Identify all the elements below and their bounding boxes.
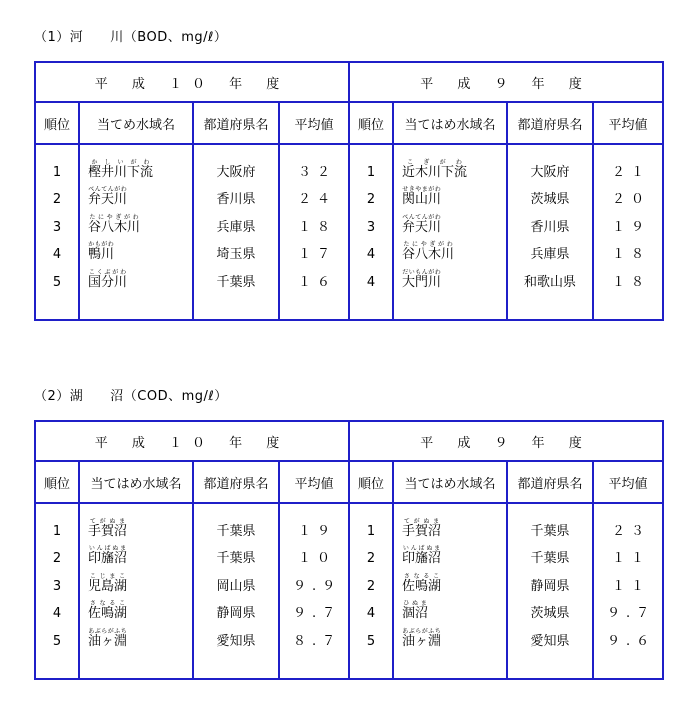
rank-cell [350,153,392,181]
pref-cell [508,236,592,264]
pref-cell [194,512,278,540]
pref-cell [194,153,278,181]
lakes-left-rank-header: 順位 [35,461,79,503]
rank-cell [36,567,78,595]
pref-cell [194,263,278,291]
furigana-reading: いんばぬま [88,545,127,552]
rank-value: 4 [52,247,62,262]
rank-cell [350,567,392,595]
avg-value: ３２ [298,164,337,180]
avg-value: ８.７ [292,633,342,649]
water-body-name: 印旛沼いんばぬま [88,545,128,566]
avg-value: １６ [298,274,337,290]
pref-cell [194,540,278,568]
name-cell [394,181,506,209]
avg-value: １０ [298,551,337,566]
rivers-left-pref-column [193,144,279,320]
furigana-reading: だいもんがわ [402,268,442,276]
rank-value: 2 [52,192,62,207]
lakes-right-avg-header: 平均値 [593,461,663,503]
furigana-reading: あぶらがふち [88,627,128,635]
lakes-right-name-header: 当てはめ水域名 [393,461,507,503]
name-cell [394,540,506,568]
furigana-reading: てがぬま [88,517,128,525]
rank-value: 3 [52,578,62,594]
pref-cell [508,208,592,236]
rivers-left-era-header: 平 成 １０ 年 度 [35,62,349,102]
rivers-right-name-header: 当てはめ水域名 [393,102,507,144]
lakes-right-era-header: 平 成 ９ 年 度 [349,421,663,461]
avg-value: ９.７ [606,606,656,621]
furigana-reading: いんばぬま [402,545,442,552]
lakes-ranking-table [34,420,664,680]
lakes-right-pref-column [507,503,593,679]
water-body-name: 手賀沼てがぬま [402,517,442,539]
rank-value: 2 [366,551,376,566]
water-body-name: 国分川こくぶがわ [88,268,128,290]
avg-cell [280,567,348,595]
pref-cell [508,540,592,568]
avg-cell [280,595,348,623]
name-cell [80,236,192,264]
pref-value: 茨城県 [530,606,570,621]
pref-cell [508,263,592,291]
pref-value: 千葉県 [530,523,570,539]
furigana-reading: たにやぎがわ [88,213,141,221]
lakes-left-rank-column [35,503,79,679]
avg-cell [594,512,662,540]
water-body-name: 弁天川べんてんがわ [402,213,442,235]
avg-cell [280,263,348,291]
lakes-right-rank-column [349,503,393,679]
lakes-left-pref-header: 都道府県名 [193,461,279,503]
rivers-right-name-column [393,144,507,320]
pref-value: 千葉県 [216,523,256,539]
name-cell [394,567,506,595]
avg-cell [594,263,662,291]
rank-value: 4 [366,274,376,290]
rank-cell [36,181,78,209]
rank-cell [36,208,78,236]
avg-value: ９.６ [606,633,656,649]
pref-value: 香川県 [530,219,570,235]
rivers-right-avg-header: 平均値 [593,102,663,144]
rank-value: 4 [366,247,376,262]
pref-value: 愛知県 [216,633,256,649]
avg-cell [594,153,662,181]
avg-cell [594,567,662,595]
rank-value: 1 [52,523,62,539]
pref-cell [194,567,278,595]
furigana-reading: ひぬま [402,600,429,607]
rank-cell [350,540,392,568]
lakes-left-avg-header: 平均値 [279,461,349,503]
avg-cell [280,153,348,181]
name-cell [80,540,192,568]
avg-value: ２０ [612,192,651,207]
pref-value: 岡山県 [216,578,256,594]
water-body-name: 油ヶ淵あぶらがふち [402,627,442,649]
avg-value: １９ [298,523,337,539]
name-cell [80,208,192,236]
name-cell [80,567,192,595]
water-body-name: 油ヶ淵あぶらがふち [88,627,128,649]
avg-cell [594,622,662,650]
pref-value: 愛知県 [530,633,570,649]
rank-cell [36,512,78,540]
avg-value: ２３ [612,523,651,539]
rank-value: 5 [366,633,376,649]
rank-value: 3 [52,219,62,235]
rank-cell [350,622,392,650]
avg-value: １７ [298,247,337,262]
furigana-reading: べんてんがわ [402,213,442,221]
pref-value: 兵庫県 [216,219,256,235]
lakes-left-avg-column [279,503,349,679]
rank-cell [350,181,392,209]
rank-value: 5 [52,633,62,649]
rivers-right-pref-header: 都道府県名 [507,102,593,144]
water-body-name: 関山川せきやまがわ [402,186,442,207]
rank-cell [350,263,392,291]
water-body-name: 涸沼ひぬま [402,600,429,621]
name-cell [394,153,506,181]
rivers-right-pref-column [507,144,593,320]
rank-cell [36,153,78,181]
water-body-name: 谷八木川たにやぎがわ [402,241,455,262]
furigana-reading: あぶらがふち [402,627,442,635]
pref-value: 和歌山県 [524,274,577,290]
pref-cell [194,236,278,264]
water-body-name: 鴨川かもがわ [88,241,115,262]
water-body-name: 印旛沼いんばぬま [402,545,442,566]
pref-cell [194,181,278,209]
pref-cell [508,595,592,623]
name-cell [80,512,192,540]
water-body-name: 弁天川べんてんがわ [88,186,128,207]
rivers-right-rank-column [349,144,393,320]
furigana-reading: こじまこ [88,572,128,580]
furigana-reading: さなるこ [88,600,128,607]
lakes-left-pref-column [193,503,279,679]
furigana-reading: たにやぎがわ [402,241,455,248]
rank-cell [36,622,78,650]
name-cell [80,622,192,650]
avg-cell [594,181,662,209]
lakes-right-pref-header: 都道府県名 [507,461,593,503]
pref-cell [508,153,592,181]
avg-value: １９ [612,219,651,235]
avg-value: １８ [612,274,651,290]
pref-cell [508,512,592,540]
rank-cell [36,236,78,264]
pref-value: 千葉県 [216,274,256,290]
rivers-left-rank-header: 順位 [35,102,79,144]
rank-value: 1 [366,164,376,180]
pref-value: 静岡県 [530,578,570,594]
avg-value: ９.７ [292,606,342,621]
rank-cell [36,263,78,291]
rank-cell [350,512,392,540]
water-body-name: 佐鳴湖さなるこ [88,600,128,621]
avg-value: ９.９ [292,578,342,594]
rivers-ranking-table [34,61,664,321]
name-cell [394,595,506,623]
pref-cell [194,622,278,650]
lakes-right-avg-column [593,503,663,679]
avg-value: １８ [298,219,337,235]
rank-value: 2 [366,192,376,207]
lakes-left-era-header: 平 成 １０ 年 度 [35,421,349,461]
name-cell [394,208,506,236]
rivers-left-rank-column [35,144,79,320]
rivers-left-name-header: 当てめ水域名 [79,102,193,144]
water-body-name: 児島湖こじまこ [88,572,128,594]
avg-value: ２１ [612,164,651,180]
rivers-left-avg-header: 平均値 [279,102,349,144]
rank-value: 5 [52,274,62,290]
pref-cell [194,208,278,236]
avg-value: １１ [612,578,651,594]
name-cell [80,595,192,623]
pref-value: 兵庫県 [530,247,570,262]
pref-value: 茨城県 [530,192,570,207]
avg-cell [280,540,348,568]
rivers-right-rank-header: 順位 [349,102,393,144]
pref-value: 埼玉県 [216,247,256,262]
avg-cell [280,512,348,540]
water-body-name: 谷八木川たにやぎがわ [88,213,141,235]
rank-value: 1 [366,523,376,539]
water-body-name: 佐鳴湖さなるこ [402,572,442,594]
furigana-reading: べんてんがわ [88,186,128,193]
avg-cell [280,181,348,209]
pref-value: 大阪府 [530,164,570,180]
avg-value: １１ [612,551,651,566]
avg-cell [280,208,348,236]
pref-value: 千葉県 [216,551,256,566]
rank-cell [350,208,392,236]
lakes-left-name-column [79,503,193,679]
pref-cell [508,181,592,209]
rank-cell [350,236,392,264]
water-body-name: 近木川下流こぎがわ [402,158,468,180]
name-cell [80,263,192,291]
rank-value: 2 [366,578,376,594]
pref-value: 千葉県 [530,551,570,566]
avg-cell [280,622,348,650]
furigana-reading: こぎがわ [402,158,468,166]
rank-cell [36,540,78,568]
rank-value: 2 [52,551,62,566]
furigana-reading: てがぬま [402,517,442,525]
rivers-right-avg-column [593,144,663,320]
rank-value: 4 [366,606,376,621]
pref-value: 香川県 [216,192,256,207]
lakes-section-title: （2）湖 沼（COD、mg/ℓ） [34,389,228,404]
pref-cell [508,567,592,595]
avg-cell [594,540,662,568]
furigana-reading: せきやまがわ [402,186,442,193]
rank-cell [36,595,78,623]
pref-value: 静岡県 [216,606,256,621]
rank-cell [350,595,392,623]
rivers-left-avg-column [279,144,349,320]
avg-value: １８ [612,247,651,262]
pref-cell [194,595,278,623]
pref-cell [508,622,592,650]
lakes-right-rank-header: 順位 [349,461,393,503]
name-cell [394,236,506,264]
furigana-reading: かしいがわ [88,158,154,166]
rank-value: 1 [52,164,62,180]
name-cell [80,153,192,181]
avg-cell [594,208,662,236]
water-body-name: 大門川だいもんがわ [402,268,442,290]
pref-value: 大阪府 [216,164,256,180]
avg-value: ２４ [298,192,337,207]
water-body-name: 手賀沼てがぬま [88,517,128,539]
rank-value: 4 [52,606,62,621]
furigana-reading: さなるこ [402,572,442,580]
name-cell [394,263,506,291]
furigana-reading: かもがわ [88,241,115,248]
avg-cell [280,236,348,264]
name-cell [394,512,506,540]
lakes-left-name-header: 当てはめ水域名 [79,461,193,503]
rivers-right-era-header: 平 成 ９ 年 度 [349,62,663,102]
furigana-reading: こくぶがわ [88,268,127,276]
name-cell [80,181,192,209]
avg-cell [594,236,662,264]
avg-cell [594,595,662,623]
lakes-right-name-column [393,503,507,679]
rivers-section-title: （1）河 川（BOD、mg/ℓ） [34,30,228,45]
water-body-name: 樫井川下流かしいがわ [88,158,154,180]
rank-value: 3 [366,219,376,235]
rivers-left-pref-header: 都道府県名 [193,102,279,144]
name-cell [394,622,506,650]
rivers-left-name-column [79,144,193,320]
